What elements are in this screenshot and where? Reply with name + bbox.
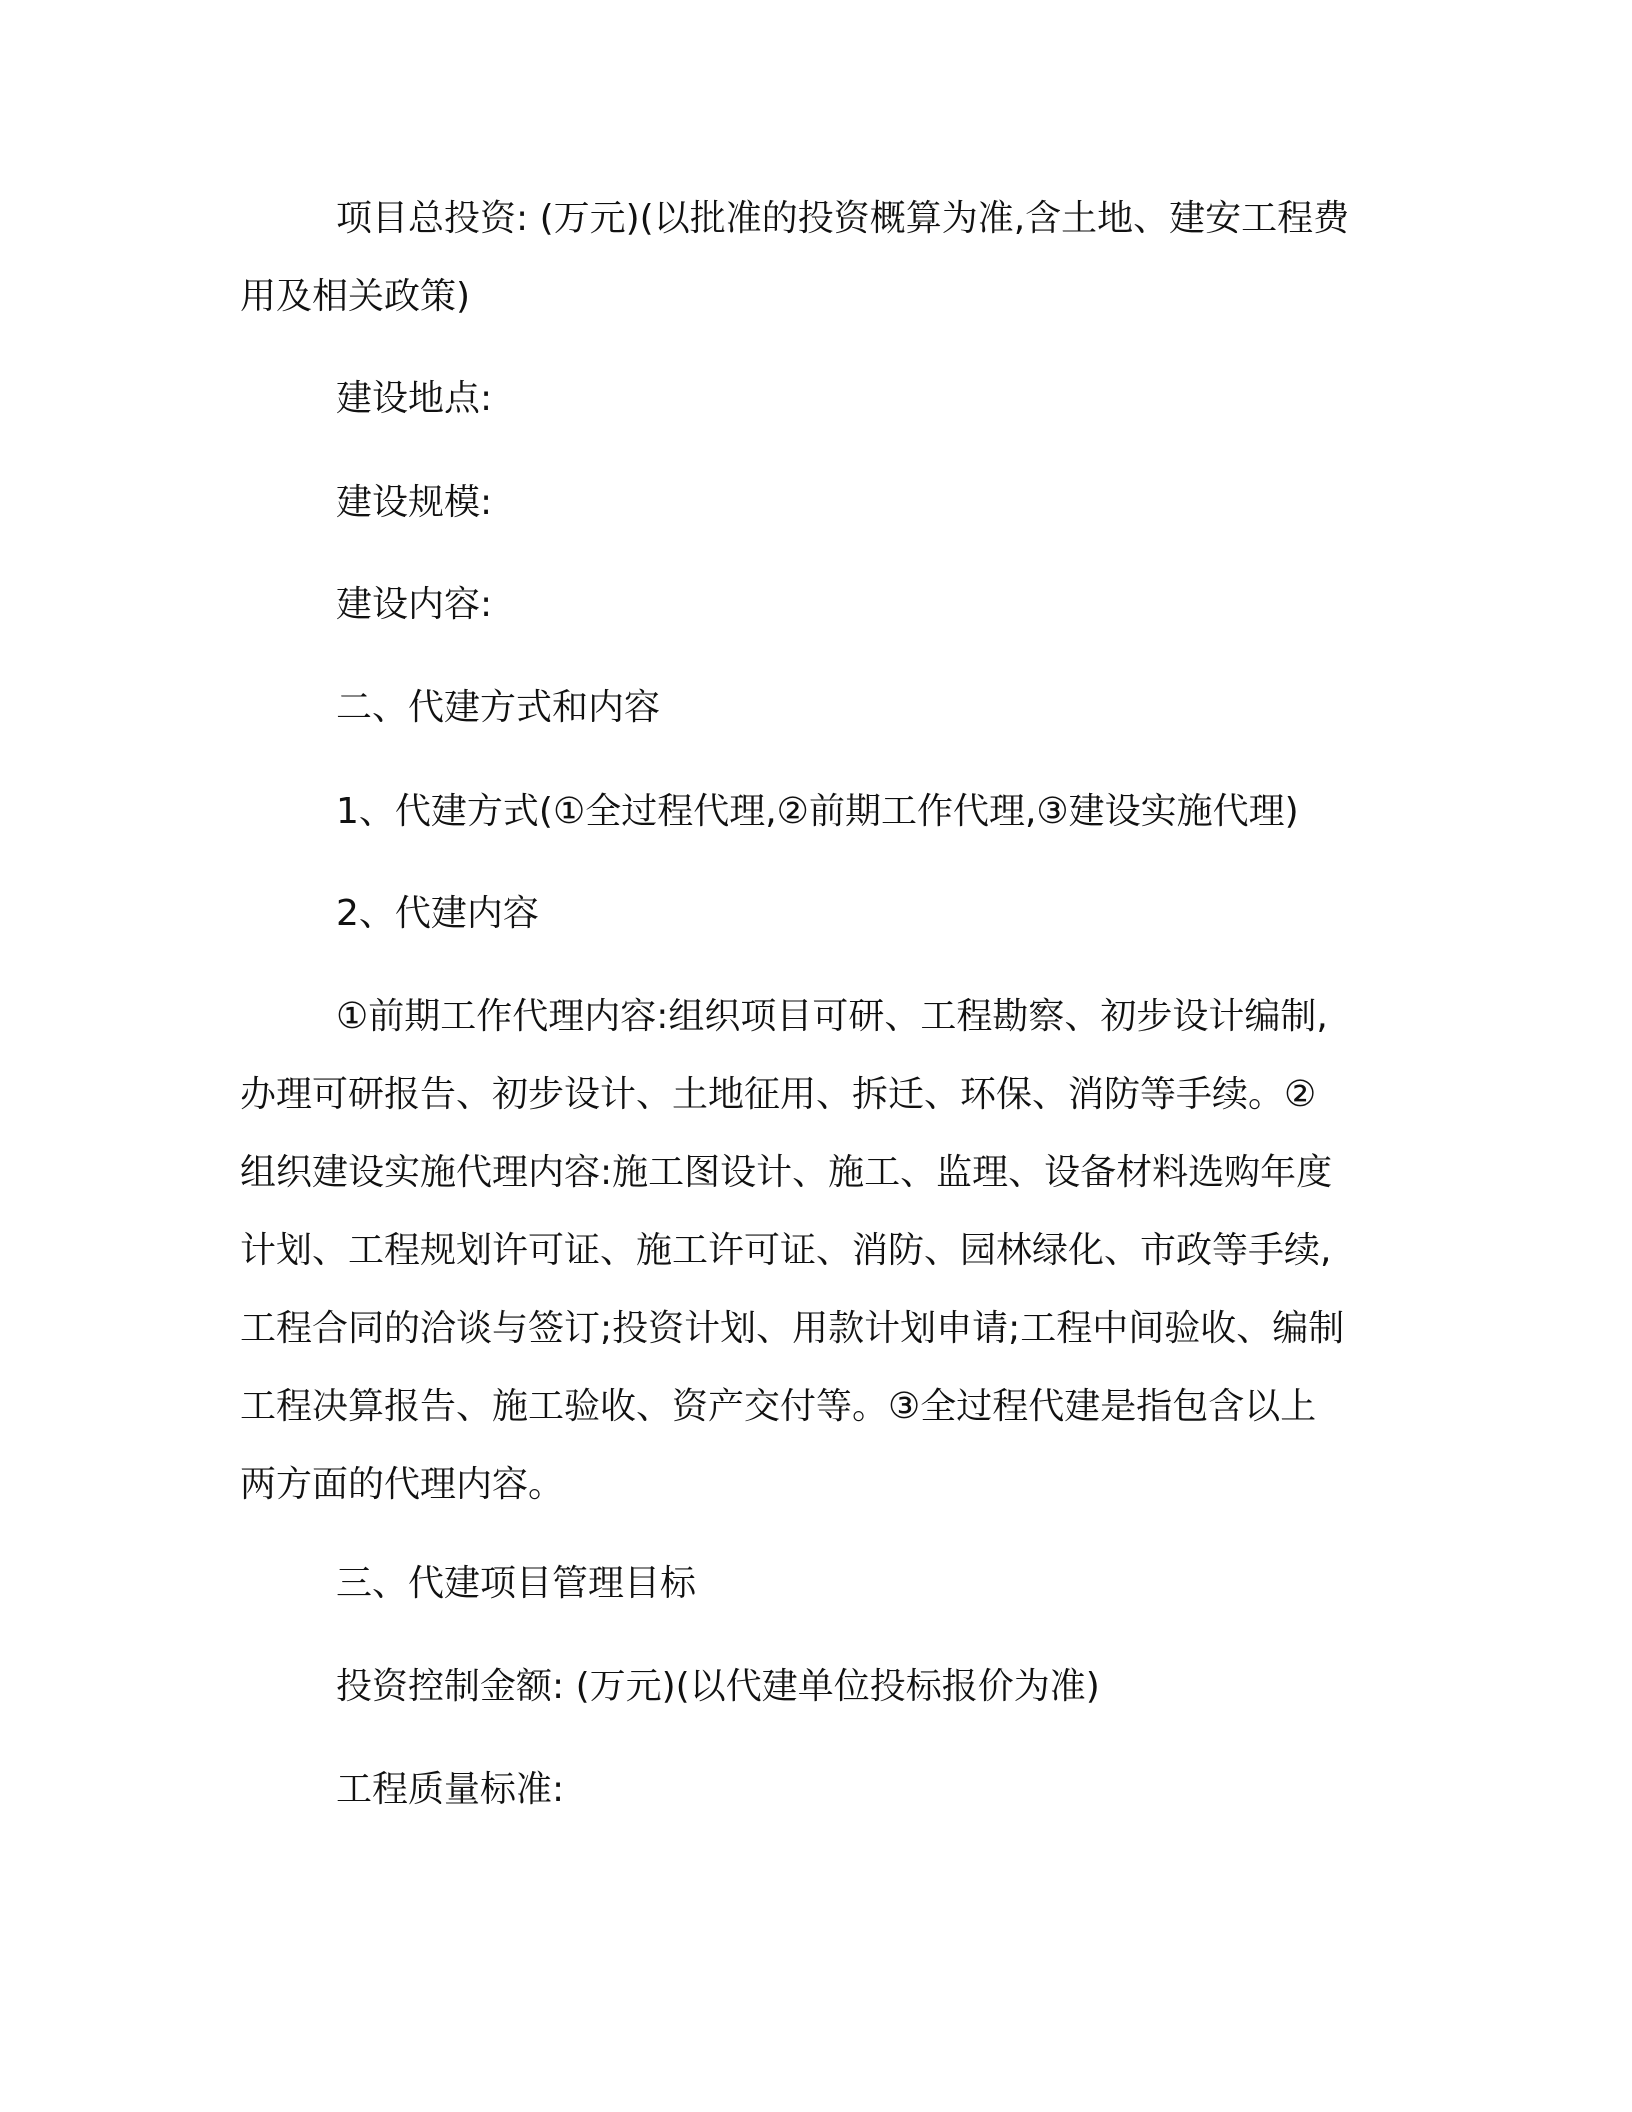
paragraph-agency-content-heading: 2、代建内容	[336, 893, 539, 934]
paragraph-line: 工程决算报告、施工验收、资产交付等。③全过程代建是指包含以上	[240, 1386, 1317, 1427]
paragraph-line: 项目总投资: (万元)(以批准的投资概算为准,含土地、建安工程费	[336, 198, 1350, 239]
paragraph-line: 计划、工程规划许可证、施工许可证、消防、园林绿化、市政等手续,	[240, 1230, 1332, 1271]
paragraph-agency-mode: 1、代建方式(①全过程代理,②前期工作代理,③建设实施代理)	[336, 791, 1299, 832]
paragraph-location: 建设地点:	[336, 378, 493, 419]
section-heading-3: 三、代建项目管理目标	[336, 1563, 697, 1604]
section-heading-2: 二、代建方式和内容	[336, 687, 661, 728]
paragraph-line: 工程合同的洽谈与签订;投资计划、用款计划申请;工程中间验收、编制	[240, 1308, 1345, 1349]
paragraph-agency-content	[240, 978, 1390, 1524]
paragraph-quality-standard: 工程质量标准:	[336, 1769, 565, 1810]
paragraph-line: ①前期工作代理内容:组织项目可研、工程勘察、初步设计编制,	[336, 996, 1328, 1037]
paragraph-scale: 建设规模:	[336, 482, 493, 523]
paragraph-line: 办理可研报告、初步设计、土地征用、拆迁、环保、消防等手续。②	[240, 1074, 1317, 1115]
paragraph-line: 组织建设实施代理内容:施工图设计、施工、监理、设备材料选购年度	[240, 1152, 1333, 1193]
paragraph-investment-control: 投资控制金额: (万元)(以代建单位投标报价为准)	[336, 1666, 1100, 1707]
paragraph-total-investment	[240, 180, 1390, 336]
paragraph-content: 建设内容:	[336, 584, 493, 625]
paragraph-line: 两方面的代理内容。	[240, 1464, 565, 1505]
paragraph-line: 用及相关政策)	[240, 276, 471, 317]
